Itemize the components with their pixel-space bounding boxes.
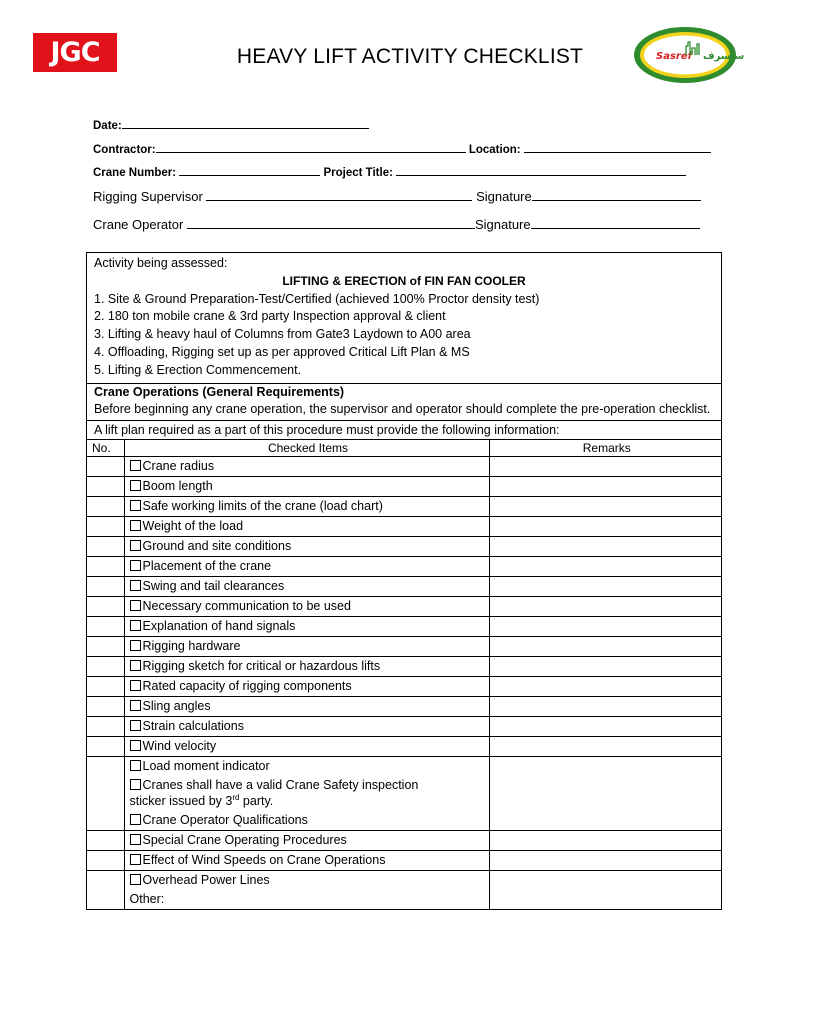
- row-item-cell: [124, 516, 489, 536]
- checkbox[interactable]: [130, 560, 141, 571]
- date-field[interactable]: [93, 117, 369, 132]
- row-number-cell[interactable]: [87, 776, 124, 811]
- date-line[interactable]: [122, 117, 369, 129]
- table-row: [87, 636, 721, 656]
- lift-plan-text: A lift plan required as a part of this procedure must provide the following information:: [87, 421, 721, 440]
- col-header-items: Checked Items: [124, 440, 489, 457]
- row-remarks-cell[interactable]: [489, 811, 721, 831]
- activity-item: 3. Lifting & heavy haul of Columns from Gate3 Laydown to A00 area: [94, 327, 471, 342]
- row-number-cell[interactable]: [87, 676, 124, 696]
- row-item-cell: [124, 776, 489, 811]
- row-number-cell[interactable]: [87, 536, 124, 556]
- row-remarks-cell[interactable]: [489, 556, 721, 576]
- row-remarks-cell[interactable]: [489, 616, 721, 636]
- activity-item: 2. 180 ton mobile crane & 3rd party Inspection approval & client: [94, 309, 446, 324]
- row-item-text: Wind velocity: [142, 738, 217, 753]
- rigging-supervisor-line[interactable]: [206, 189, 472, 201]
- row-item-text: Special Crane Operating Procedures: [142, 832, 347, 847]
- table-row: [87, 576, 721, 596]
- date-label: Date:: [93, 120, 122, 132]
- activity-label: Activity being assessed:: [94, 256, 228, 270]
- rigging-supervisor-label: Rigging Supervisor: [93, 189, 203, 204]
- project-title-label: Project Title:: [323, 167, 393, 179]
- row-remarks-cell[interactable]: [489, 656, 721, 676]
- row-number-cell[interactable]: [87, 756, 124, 776]
- row-remarks-cell[interactable]: [489, 716, 721, 736]
- checkbox[interactable]: [130, 640, 141, 651]
- checkbox[interactable]: [130, 500, 141, 511]
- row-number-cell[interactable]: [87, 596, 124, 616]
- row-number-cell[interactable]: [87, 576, 124, 596]
- row-number-cell[interactable]: [87, 456, 124, 476]
- col-header-no: No.: [87, 440, 124, 457]
- activity-item: 5. Lifting & Erection Commencement.: [94, 362, 302, 377]
- row-item-cell: [124, 616, 489, 636]
- crane-operator-line[interactable]: [187, 217, 475, 229]
- row-number-cell[interactable]: [87, 656, 124, 676]
- row-remarks-cell[interactable]: [489, 736, 721, 756]
- row-remarks-cell[interactable]: [489, 476, 721, 496]
- checkbox[interactable]: [130, 834, 141, 845]
- row-item-text: Crane radius: [142, 458, 215, 473]
- svg-text:ساسرف: ساسرف: [703, 51, 745, 62]
- signature-label: Signature: [474, 217, 531, 232]
- contractor-label: Contractor:: [93, 144, 156, 156]
- table-row: [87, 596, 721, 616]
- row-number-cell[interactable]: [87, 496, 124, 516]
- row-item-text: Rigging hardware: [142, 638, 241, 653]
- checkbox[interactable]: [130, 580, 141, 591]
- row-number-cell[interactable]: [87, 850, 124, 870]
- row-item-cell: [124, 456, 489, 476]
- checkbox[interactable]: [130, 620, 141, 631]
- table-row: [87, 830, 721, 850]
- activity-item: 1. Site & Ground Preparation-Test/Certified (achieved 100% Proctor density test): [94, 291, 540, 306]
- row-item-text: Strain calculations: [142, 718, 244, 733]
- activity-subtitle: LIFTING & ERECTION of FIN FAN COOLER: [282, 273, 526, 288]
- checkbox[interactable]: [130, 740, 141, 751]
- checkbox[interactable]: [130, 814, 141, 825]
- row-number-cell[interactable]: [87, 870, 124, 890]
- checkbox[interactable]: [130, 700, 141, 711]
- crane-number-line[interactable]: [179, 164, 320, 176]
- table-row: [87, 456, 721, 476]
- row-item-cell: [124, 811, 489, 831]
- table-row: [87, 656, 721, 676]
- row-remarks-cell[interactable]: [489, 516, 721, 536]
- location-label: Location:: [468, 144, 521, 156]
- crane-ops-section: [87, 384, 721, 421]
- row-number-cell[interactable]: [87, 516, 124, 536]
- row-number-cell[interactable]: [87, 716, 124, 736]
- row-number-cell[interactable]: [87, 696, 124, 716]
- table-row: [87, 616, 721, 636]
- row-item-text: Rated capacity of rigging components: [142, 678, 352, 693]
- row-item-cell: [124, 676, 489, 696]
- row-item-text: Load moment indicator: [142, 758, 270, 773]
- checkbox[interactable]: [130, 540, 141, 551]
- checkbox[interactable]: [130, 779, 141, 790]
- row-item-text: Cranes shall have a valid Crane Safety inspection: [142, 777, 419, 792]
- row-item-text: Necessary communication to be used: [142, 598, 351, 613]
- row-item-cell: [124, 536, 489, 556]
- table-row: [87, 536, 721, 556]
- row-item-cell: [124, 716, 489, 736]
- table-row: [87, 850, 721, 870]
- checkbox[interactable]: [130, 660, 141, 671]
- row-item-cell: [124, 576, 489, 596]
- row-item-text: Swing and tail clearances: [142, 578, 285, 593]
- row-remarks-cell[interactable]: [489, 890, 721, 909]
- row-item-text: Rigging sketch for critical or hazardous lifts: [142, 658, 381, 673]
- row-item-text: Crane Operator Qualifications: [142, 812, 308, 827]
- signature-line[interactable]: [532, 189, 701, 201]
- checkbox[interactable]: [130, 760, 141, 771]
- row-item-text: Placement of the crane: [142, 558, 272, 573]
- table-row: [87, 676, 721, 696]
- row-item-text: Safe working limits of the crane (load chart): [142, 498, 383, 513]
- row-item-cell: [124, 756, 489, 776]
- table-row: [87, 476, 721, 496]
- row-item-text: Ground and site conditions: [142, 538, 292, 553]
- contractor-line[interactable]: [156, 141, 466, 153]
- row-item-text: Boom length: [142, 478, 213, 493]
- row-remarks-cell[interactable]: [489, 636, 721, 656]
- row-remarks-cell[interactable]: [489, 596, 721, 616]
- row-item-cell: [124, 556, 489, 576]
- checkbox[interactable]: [130, 460, 141, 471]
- activity-item: 4. Offloading, Rigging set up as per approved Critical Lift Plan & MS: [94, 344, 470, 359]
- table-header-row: [87, 440, 721, 457]
- checkbox[interactable]: [130, 680, 141, 691]
- table-row: [87, 870, 721, 890]
- row-number-cell[interactable]: [87, 636, 124, 656]
- table-row: [87, 716, 721, 736]
- row-number-cell[interactable]: [87, 616, 124, 636]
- checklist-table: [87, 440, 721, 909]
- row-remarks-cell[interactable]: [489, 676, 721, 696]
- checklist-rows: [87, 456, 721, 776]
- table-row: [87, 516, 721, 536]
- checkbox[interactable]: [130, 520, 141, 531]
- row-remarks-cell[interactable]: [489, 536, 721, 556]
- table-row: [87, 890, 721, 909]
- table-row: [87, 811, 721, 831]
- row-remarks-cell[interactable]: [489, 830, 721, 850]
- other-label: Other:: [129, 891, 165, 906]
- row-item-cell: [124, 696, 489, 716]
- row-item-text: party.: [239, 794, 274, 809]
- checkbox[interactable]: [130, 600, 141, 611]
- checkbox[interactable]: [130, 874, 141, 885]
- signature-label: Signature: [476, 189, 532, 204]
- row-number-cell[interactable]: [87, 830, 124, 850]
- crane-ops-text: Before beginning any crane operation, the supervisor and operator should complete the pre-operation checklist.: [94, 402, 711, 417]
- crane-operator-field[interactable]: [93, 217, 700, 232]
- table-row: [87, 776, 721, 811]
- location-line[interactable]: [524, 141, 711, 153]
- row-item-cell: [124, 596, 489, 616]
- row-remarks-cell[interactable]: [489, 456, 721, 476]
- checklist-rows: [87, 811, 721, 890]
- crane-operator-label: Crane Operator: [93, 217, 184, 232]
- row-item-text: Explanation of hand signals: [142, 618, 296, 633]
- table-row: [87, 556, 721, 576]
- page-title: HEAVY LIFT ACTIVITY CHECKLIST: [236, 45, 584, 68]
- superscript: rd: [232, 792, 240, 802]
- row-remarks-cell[interactable]: [489, 870, 721, 890]
- signature-line[interactable]: [531, 217, 700, 229]
- project-title-line[interactable]: [396, 164, 686, 176]
- table-row: [87, 496, 721, 516]
- svg-text:Sasref: Sasref: [656, 51, 692, 62]
- row-item-cell: [124, 850, 489, 870]
- checklist-box: [86, 252, 722, 910]
- contractor-field[interactable]: [93, 141, 711, 156]
- other-cell[interactable]: [124, 890, 489, 909]
- row-number-cell[interactable]: [87, 811, 124, 831]
- row-item-text: Effect of Wind Speeds on Crane Operations: [142, 852, 386, 867]
- row-remarks-cell[interactable]: [489, 776, 721, 811]
- row-item-text: Sling angles: [142, 698, 211, 713]
- rigging-supervisor-field[interactable]: [93, 189, 701, 204]
- table-row: [87, 736, 721, 756]
- row-item-text: sticker issued by 3: [129, 794, 233, 809]
- col-header-remarks: Remarks: [489, 440, 721, 457]
- row-remarks-cell[interactable]: [489, 496, 721, 516]
- row-item-text: Weight of the load: [142, 518, 244, 533]
- row-item-cell: [124, 736, 489, 756]
- row-item-cell: [124, 636, 489, 656]
- row-item-cell: [124, 830, 489, 850]
- jgc-logo-text: JGC: [50, 37, 100, 68]
- crane-ops-heading: Crane Operations (General Requirements): [94, 384, 345, 399]
- crane-number-field[interactable]: [93, 164, 686, 179]
- row-remarks-cell[interactable]: [489, 756, 721, 776]
- row-item-cell: [124, 496, 489, 516]
- row-item-cell: [124, 656, 489, 676]
- crane-number-label: Crane Number:: [93, 167, 177, 179]
- row-number-cell[interactable]: [87, 890, 124, 909]
- row-item-text: Overhead Power Lines: [142, 872, 270, 887]
- row-remarks-cell[interactable]: [489, 850, 721, 870]
- row-item-cell: [124, 476, 489, 496]
- table-row: [87, 696, 721, 716]
- row-item-cell: [124, 870, 489, 890]
- row-remarks-cell[interactable]: [489, 576, 721, 596]
- row-remarks-cell[interactable]: [489, 696, 721, 716]
- checkbox[interactable]: [130, 720, 141, 731]
- table-row: [87, 756, 721, 776]
- checkbox[interactable]: [130, 480, 141, 491]
- row-number-cell[interactable]: [87, 476, 124, 496]
- activity-section: [87, 253, 721, 384]
- row-number-cell[interactable]: [87, 736, 124, 756]
- checkbox[interactable]: [130, 854, 141, 865]
- row-number-cell[interactable]: [87, 556, 124, 576]
